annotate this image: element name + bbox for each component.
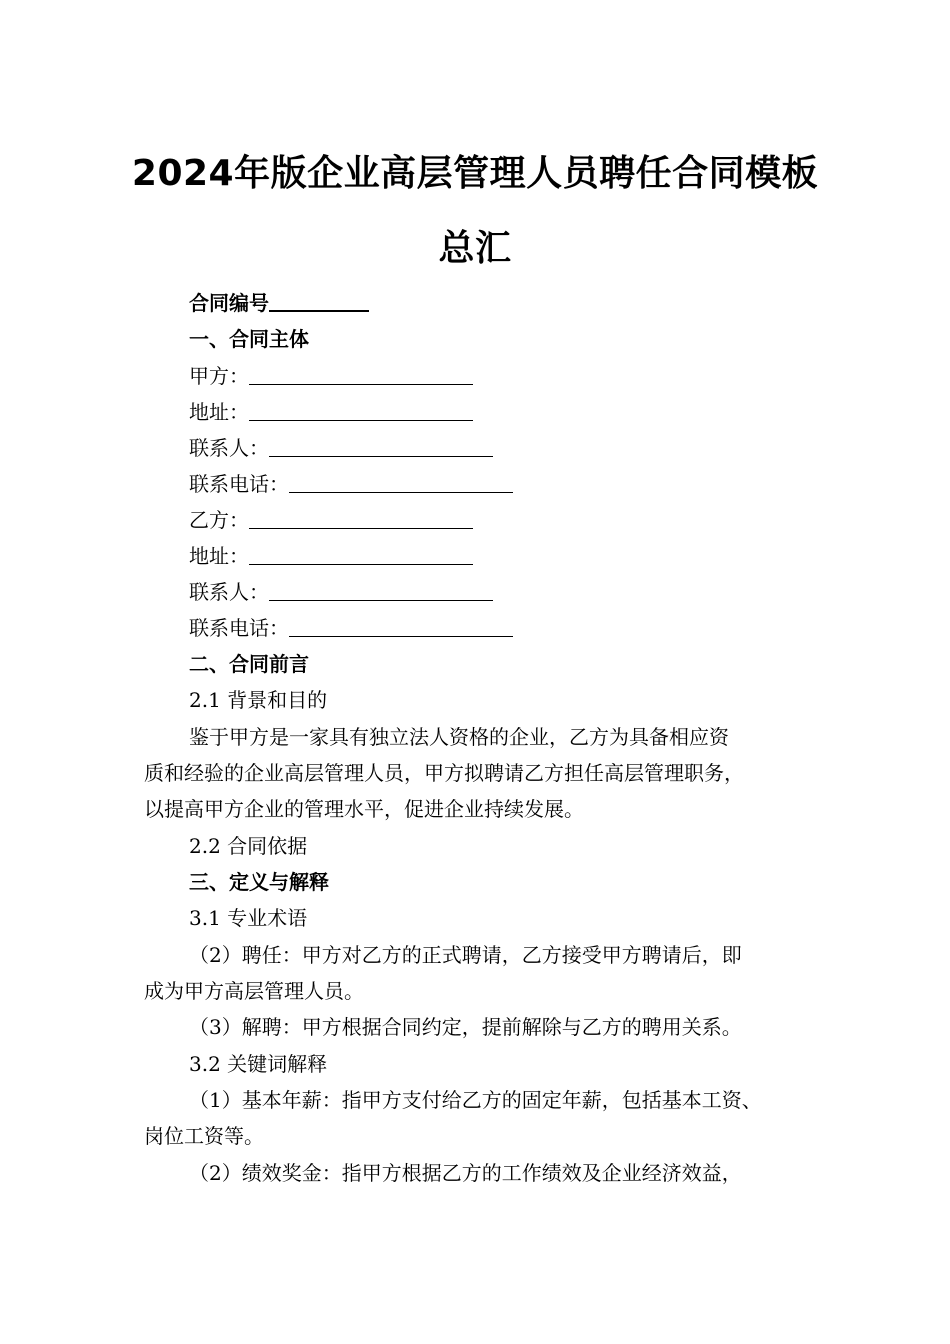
subsection-3-2: 3.2 关键词解释 xyxy=(189,1052,328,1076)
party-b-phone-label: 联系电话： xyxy=(189,616,289,640)
subsection-2-2: 2.2 合同依据 xyxy=(189,834,308,858)
party-b-label: 乙方： xyxy=(189,508,249,532)
subsection-2-1: 2.1 背景和目的 xyxy=(189,688,328,712)
party-b-row xyxy=(189,502,869,538)
paragraph-line: 以提高甲方企业的管理水平，促进企业持续发展。 xyxy=(144,797,584,821)
party-a-phone-blank[interactable] xyxy=(289,470,513,493)
party-a-address-row xyxy=(189,394,869,430)
party-a-address-blank[interactable] xyxy=(249,398,473,421)
section-1-heading: 一、合同主体 xyxy=(189,327,309,351)
paragraph-line: （1）基本年薪：指甲方支付给乙方的固定年薪，包括基本工资、 xyxy=(189,1088,762,1112)
party-a-phone-row xyxy=(189,466,869,502)
paragraph-line: 成为甲方高层管理人员。 xyxy=(144,979,364,1003)
party-b-address-label: 地址： xyxy=(189,544,249,568)
subsection-3-1: 3.1 专业术语 xyxy=(189,906,308,930)
section-2-heading: 二、合同前言 xyxy=(189,652,309,676)
party-b-address-blank[interactable] xyxy=(249,542,473,565)
contract-number-label: 合同编号 xyxy=(189,291,269,315)
party-b-address-row xyxy=(189,538,869,574)
party-a-phone-label: 联系电话： xyxy=(189,472,289,496)
party-b-blank[interactable] xyxy=(249,506,473,529)
party-a-contact-label: 联系人： xyxy=(189,436,269,460)
party-a-contact-row xyxy=(189,430,869,466)
party-a-row xyxy=(189,358,869,394)
paragraph-line: （2）绩效奖金：指甲方根据乙方的工作绩效及企业经济效益， xyxy=(189,1161,742,1185)
party-b-phone-blank[interactable] xyxy=(289,614,513,637)
party-b-contact-blank[interactable] xyxy=(269,578,493,601)
party-a-address-label: 地址： xyxy=(189,400,249,424)
contract-number-row xyxy=(189,285,869,321)
party-b-contact-row xyxy=(189,574,869,610)
paragraph-line: 质和经验的企业高层管理人员，甲方拟聘请乙方担任高层管理职务， xyxy=(144,761,744,785)
party-a-contact-blank[interactable] xyxy=(269,434,493,457)
document-title-line-1: 2024年版企业高层管理人员聘任合同模板 xyxy=(131,153,819,194)
party-a-blank[interactable] xyxy=(249,362,473,385)
paragraph-line: （3）解聘：甲方根据合同约定，提前解除与乙方的聘用关系。 xyxy=(189,1015,742,1039)
section-3-heading: 三、定义与解释 xyxy=(189,870,329,894)
document-title-line-2: 总汇 xyxy=(438,228,512,269)
paragraph-line: （2）聘任：甲方对乙方的正式聘请，乙方接受甲方聘请后，即 xyxy=(189,943,742,967)
party-b-contact-label: 联系人： xyxy=(189,580,269,604)
party-a-label: 甲方： xyxy=(189,364,249,388)
paragraph-line: 岗位工资等。 xyxy=(144,1124,264,1148)
paragraph-line: 鉴于甲方是一家具有独立法人资格的企业，乙方为具备相应资 xyxy=(189,725,729,749)
contract-number-blank[interactable] xyxy=(269,288,369,312)
party-b-phone-row xyxy=(189,610,869,646)
